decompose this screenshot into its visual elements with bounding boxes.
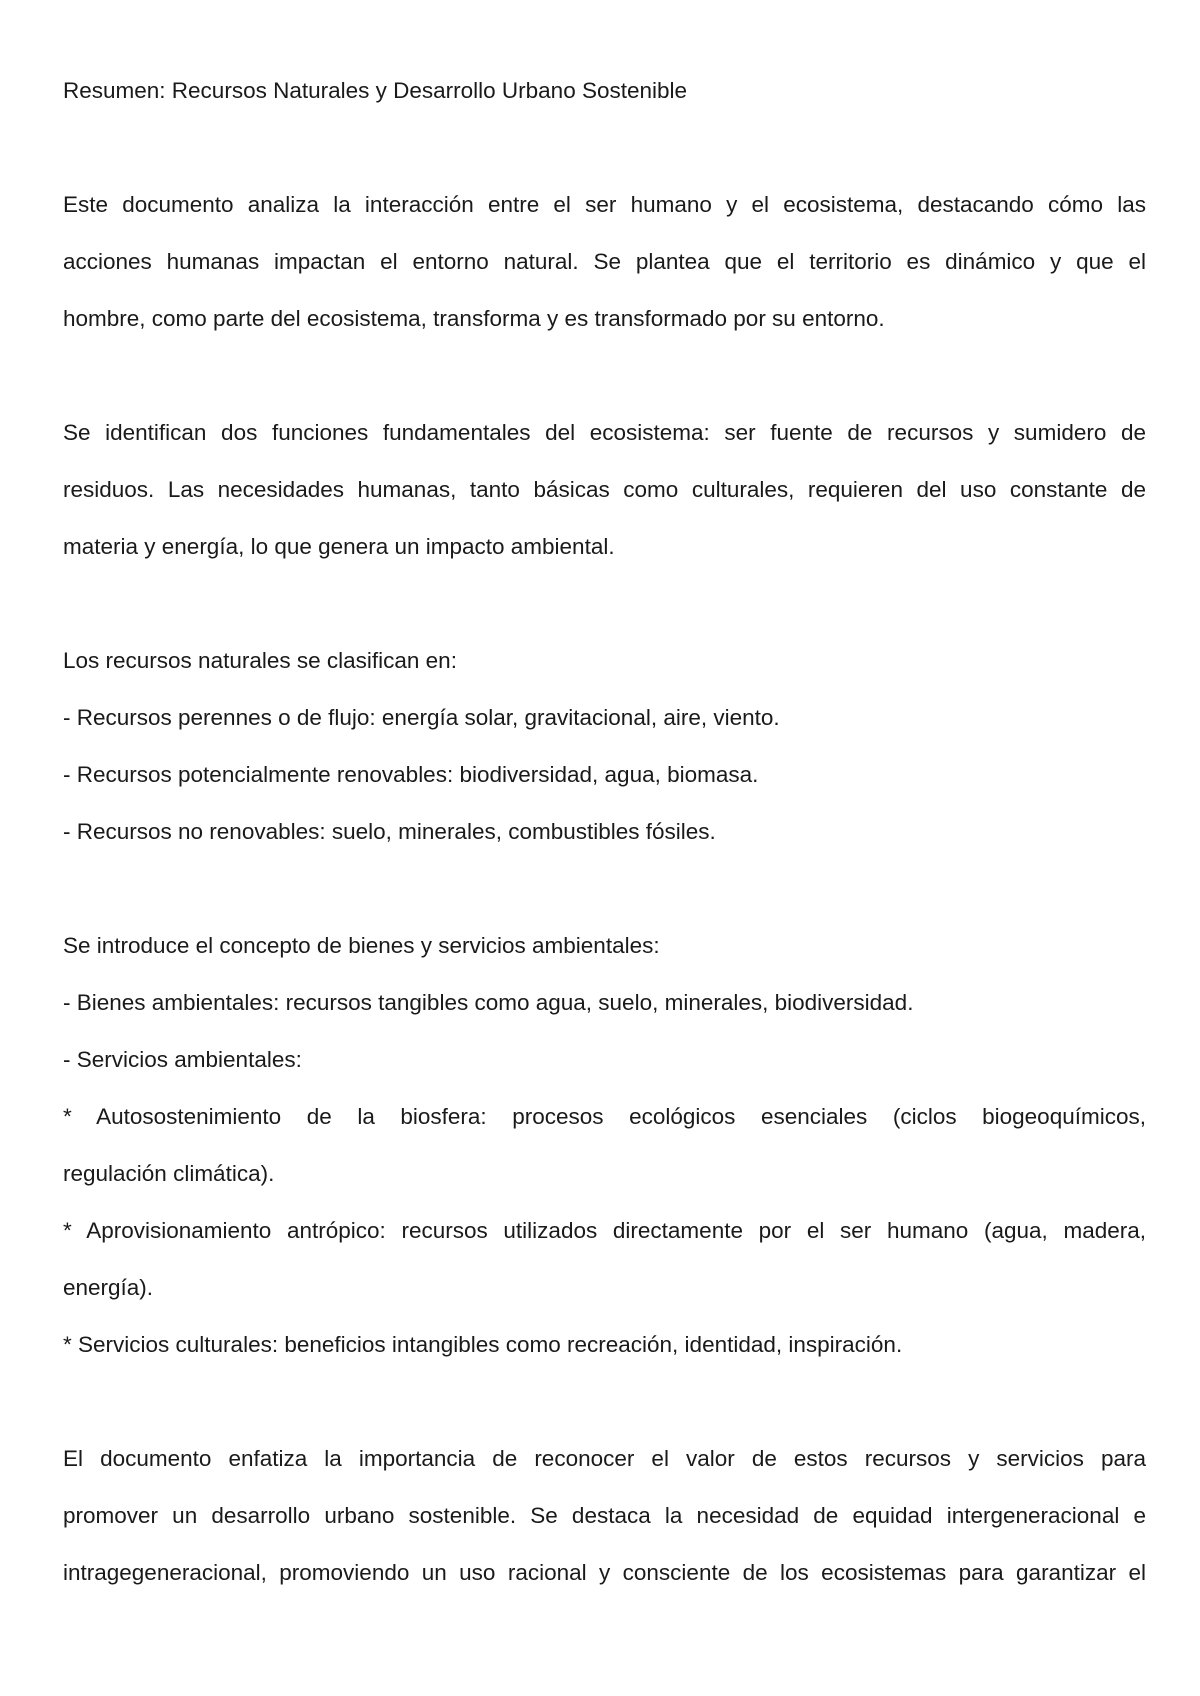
spacer — [63, 119, 1146, 176]
spacer — [63, 1373, 1146, 1430]
paragraph-2-line-1: Se identifican dos funciones fundamentales del ecosistema: ser fuente de recursos y sumidero de — [63, 420, 1146, 445]
services-intro: Se introduce el concepto de bienes y servicios ambientales: — [63, 933, 660, 958]
resources-intro: Los recursos naturales se clasifican en: — [63, 648, 457, 673]
document-body — [63, 62, 1146, 1601]
services-subitem-2-line-2: energía). — [63, 1275, 154, 1300]
services-subitem-1-line-1: * Autosostenimiento de la biosfera: procesos ecológicos esenciales (ciclos biogeoquímicos, — [63, 1104, 1146, 1129]
spacer — [63, 347, 1146, 404]
environmental-goods-item: - Bienes ambientales: recursos tangibles como agua, suelo, minerales, biodiversidad. — [63, 990, 914, 1015]
final-paragraph-line-2: promover un desarrollo urbano sostenible. Se destaca la necesidad de equidad intergeneracional e — [63, 1503, 1146, 1528]
paragraph-2-line-2: residuos. Las necesidades humanas, tanto básicas como culturales, requieren del uso constante de — [63, 477, 1146, 502]
paragraph-1-line-2: acciones humanas impactan el entorno natural. Se plantea que el territorio es dinámico y que el — [63, 249, 1146, 274]
environmental-services-heading: - Servicios ambientales: — [63, 1047, 302, 1072]
services-subitem-3: * Servicios culturales: beneficios intangibles como recreación, identidad, inspiración. — [63, 1332, 903, 1357]
paragraph-2-line-3: materia y energía, lo que genera un impacto ambiental. — [63, 534, 615, 559]
services-subitem-2-line-1: * Aprovisionamiento antrópico: recursos utilizados directamente por el ser humano (agua, madera, — [63, 1218, 1146, 1243]
paragraph-1-line-3: hombre, como parte del ecosistema, transforma y es transformado por su entorno. — [63, 306, 885, 331]
document-title: Resumen: Recursos Naturales y Desarrollo Urbano Sostenible — [63, 78, 688, 103]
final-paragraph-line-3: intragegeneracional, promoviendo un uso racional y consciente de los ecosistemas para garantizar el — [63, 1560, 1146, 1585]
paragraph-1-line-1: Este documento analiza la interacción entre el ser humano y el ecosistema, destacando cómo las — [63, 192, 1146, 217]
resources-list-item: - Recursos no renovables: suelo, minerales, combustibles fósiles. — [63, 819, 716, 844]
resources-list-item: - Recursos perennes o de flujo: energía solar, gravitacional, aire, viento. — [63, 705, 780, 730]
spacer — [63, 860, 1146, 917]
services-subitem-1-line-2: regulación climática). — [63, 1161, 275, 1186]
final-paragraph-line-1: El documento enfatiza la importancia de reconocer el valor de estos recursos y servicios para — [63, 1446, 1146, 1471]
resources-list-item: - Recursos potencialmente renovables: biodiversidad, agua, biomasa. — [63, 762, 759, 787]
spacer — [63, 575, 1146, 632]
